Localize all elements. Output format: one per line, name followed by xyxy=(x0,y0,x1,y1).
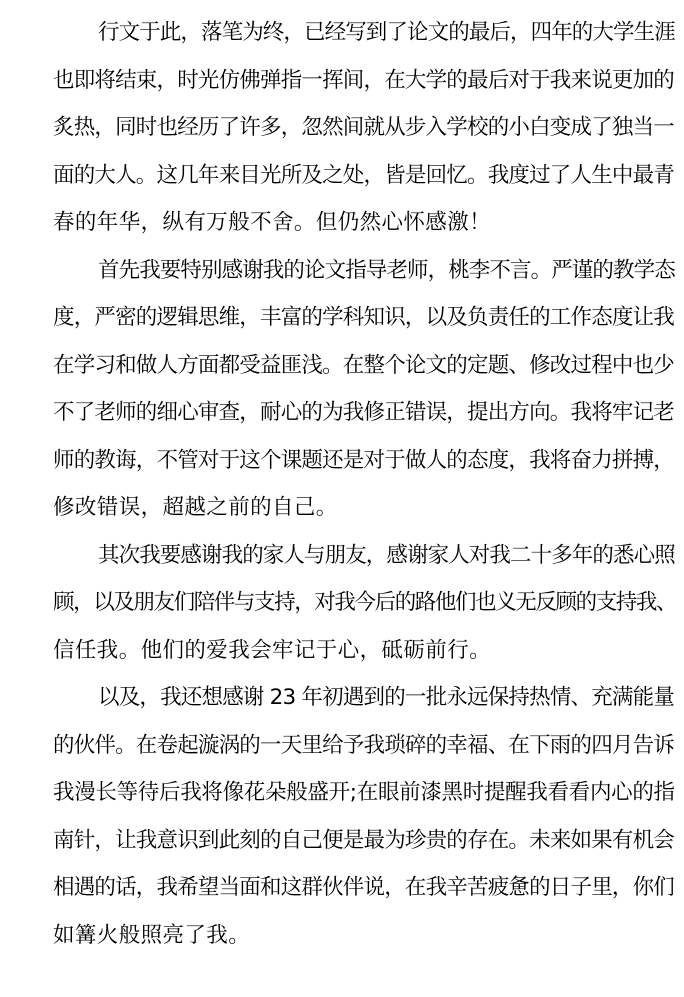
paragraph-friends-thanks xyxy=(8,674,676,959)
text-line: 春的年华，纵有万般不舍。但仍然心怀感激！ xyxy=(53,210,492,235)
text-line: 炙热，同时也经历了许多，忽然间就从步入学校的小白变成了独当一 xyxy=(53,115,675,140)
text-line: 师的教诲，不管对于这个课题还是对于做人的态度，我将奋力拼搏， xyxy=(53,447,675,473)
text-line: 在学习和做人方面都受益匪浅。在整个论文的定题、修改过程中也少 xyxy=(53,352,675,378)
text-line: 南针，让我意识到此刻的自己便是最为珍贵的存在。未来如果有机会 xyxy=(53,827,675,853)
text-line: 修改错误，超越之前的自己。 xyxy=(53,495,338,520)
text-line: 其次我要感谢我的家人与朋友，感谢家人对我二十多年的悉心照 xyxy=(98,542,675,568)
text-line: 相遇的话，我希望当面和这群伙伴说，在我辛苦疲惫的日子里，你们 xyxy=(53,875,675,900)
text-line: 以及，我还想感谢 23 年初遇到的一批永远保持热情、充满能量 xyxy=(98,685,675,710)
text-line: 不了老师的细心审查，耐心的为我修正错误，提出方向。我将牢记老 xyxy=(53,400,675,425)
text-line: 也即将结束，时光仿佛弹指一挥间，在大学的最后对于我来说更加的 xyxy=(53,67,675,93)
text-line: 我漫长等待后我将像花朵般盛开;在眼前漆黑时提醒我看看内心的指 xyxy=(53,780,675,805)
paragraph-family-thanks xyxy=(8,532,676,675)
text-line: 首先我要特别感谢我的论文指导老师，桃李不言。严谨的教学态 xyxy=(98,257,675,283)
text-line: 信任我。他们的爱我会牢记于心，砥砺前行。 xyxy=(53,637,492,663)
paragraph-reflection xyxy=(8,9,676,247)
paragraph-advisor-thanks xyxy=(8,247,676,532)
text-line: 顾，以及朋友们陪伴与支持，对我今后的路他们也义无反顾的支持我、 xyxy=(53,590,677,615)
text-line: 度，严密的逻辑思维，丰富的学科知识，以及负责任的工作态度让我 xyxy=(53,305,675,330)
text-line: 如篝火般照亮了我。 xyxy=(53,922,251,948)
text-line: 面的大人。这几年来目光所及之处，皆是回忆。我度过了人生中最青 xyxy=(53,162,675,188)
text-line: 行文于此，落笔为终，已经写到了论文的最后，四年的大学生涯 xyxy=(98,20,675,45)
acknowledgement-document xyxy=(8,9,676,959)
text-line: 的伙伴。在卷起漩涡的一天里给予我琐碎的幸福、在下雨的四月告诉 xyxy=(53,732,675,758)
